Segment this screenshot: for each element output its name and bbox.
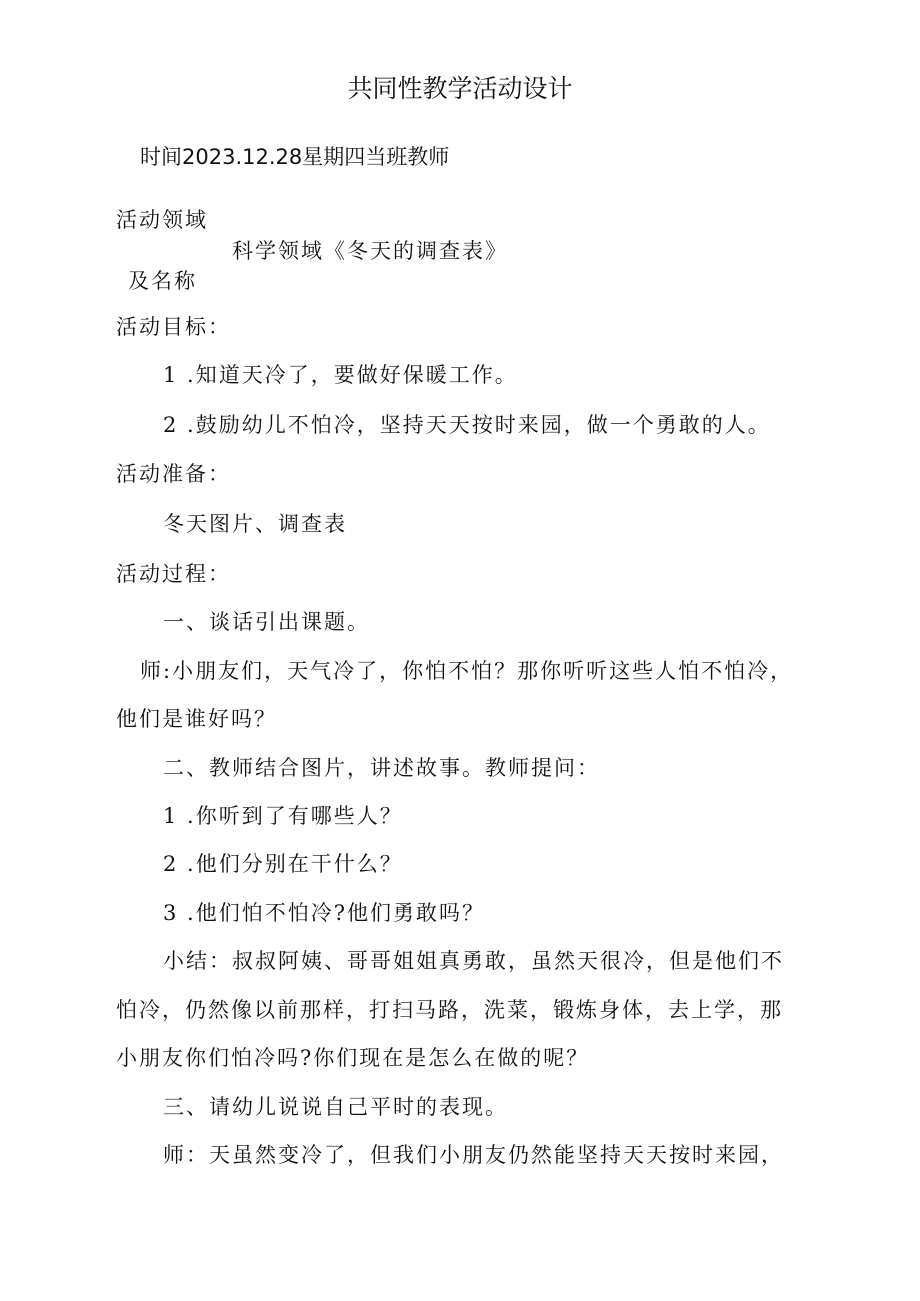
teacher-remark-1-line-2: 他们是谁好吗？	[116, 707, 277, 731]
process-step-3: 三、请幼儿说说自己平时的表现。	[163, 1095, 508, 1119]
page-title: 共同性教学活动设计	[347, 74, 573, 103]
process-step-2: 二、教师结合图片，讲述故事。教师提问：	[163, 756, 600, 780]
process-step-1: 一、谈话引出课题。	[163, 610, 370, 634]
domain-label-line-1: 活动领域	[116, 208, 208, 232]
process-heading: 活动过程：	[116, 562, 231, 586]
question-2: 2 .他们分别在干什么？	[163, 852, 403, 876]
question-3: 3 .他们怕不怕冷?他们勇敢吗？	[163, 901, 485, 925]
summary-line-2: 怕冷，仍然像以前那样，打扫马路，洗菜，锻炼身体，去上学，那	[116, 998, 783, 1022]
goal-item-1: 1 .知道天冷了，要做好保暖工作。	[163, 363, 518, 387]
preparation-heading: 活动准备：	[116, 462, 231, 486]
domain-value: 科学领域《冬天的调查表》	[232, 239, 508, 263]
teacher-remark-2-line-1: 师：天虽然变冷了，但我们小朋友仍然能坚持天天按时来园，	[163, 1143, 784, 1167]
summary-line-1: 小结：叔叔阿姨、哥哥姐姐真勇敢，虽然天很冷，但是他们不	[163, 949, 784, 973]
meta-line: 时间2023.12.28星期四当班教师	[140, 145, 450, 169]
domain-label-line-2: 及名称	[128, 269, 197, 293]
goal-item-2: 2 .鼓励幼儿不怕冷，坚持天天按时来园，做一个勇敢的人。	[163, 413, 771, 437]
preparation-content: 冬天图片、调查表	[163, 512, 347, 536]
teacher-remark-1-line-1: 师:小朋友们，天气冷了，你怕不怕？那你听听这些人怕不怕冷，	[140, 659, 794, 683]
question-1: 1 .你听到了有哪些人？	[163, 804, 403, 828]
summary-line-3: 小朋友你们怕冷吗?你们现在是怎么在做的呢？	[116, 1046, 590, 1070]
goals-heading: 活动目标：	[116, 315, 231, 339]
